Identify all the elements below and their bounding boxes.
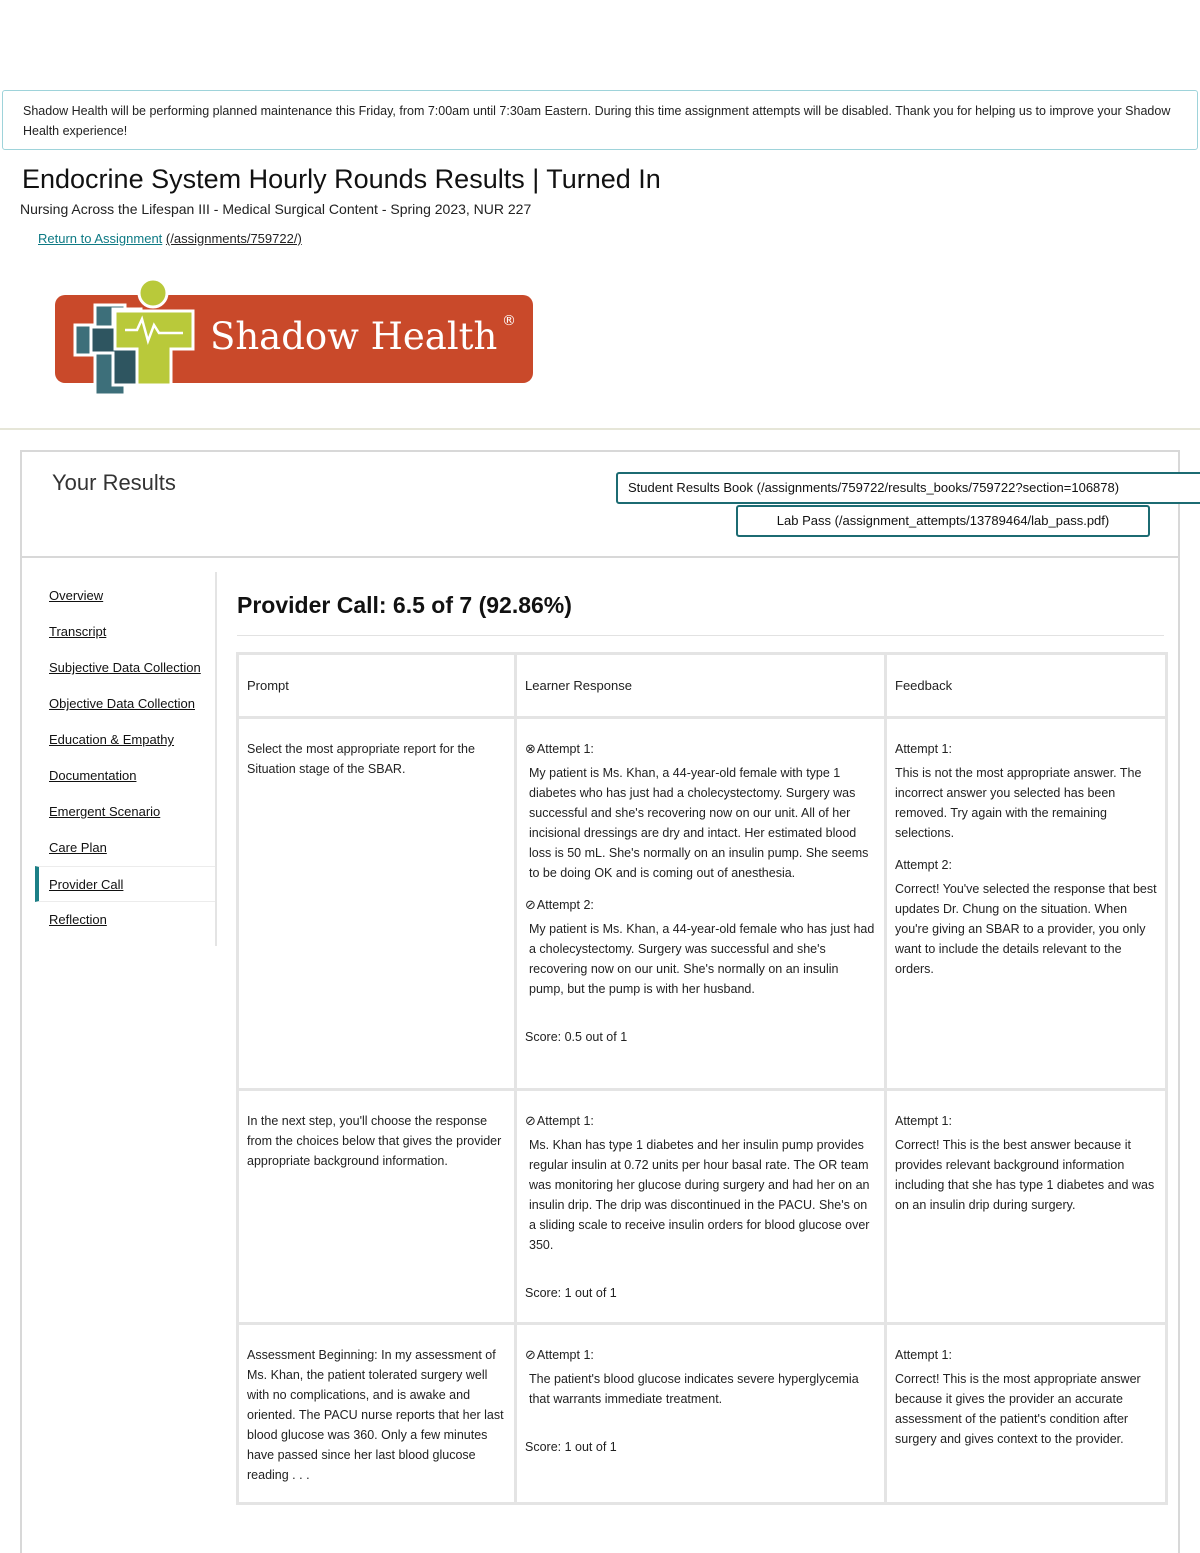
check-circle-icon: ⊘ <box>525 1347 536 1362</box>
feedback-text: This is not the most appropriate answer. The incorrect answer you selected has been removed. Try again with the remaining selections. <box>895 766 1142 840</box>
logo-registered-mark: ® <box>502 313 516 329</box>
x-circle-icon: ⊗ <box>525 741 536 756</box>
sidebar-item-objective-data-collection[interactable]: Objective Data Collection <box>49 696 195 711</box>
attempt-label: ⊗Attempt 1: <box>525 739 876 759</box>
feedback-cell <box>886 718 1167 1090</box>
sidebar-item-education-empathy[interactable]: Education & Empathy <box>49 732 175 747</box>
response-cell <box>516 718 886 1090</box>
return-to-assignment-link[interactable]: Return to Assignment <box>38 231 163 246</box>
shadow-health-logo <box>55 275 535 400</box>
sidebar-item-provider-call[interactable]: Provider Call <box>35 866 215 902</box>
table-header-row <box>238 654 1167 718</box>
sidebar-item-overview[interactable]: Overview <box>49 588 104 603</box>
response-text: The patient's blood glucose indicates severe hyperglycemia that warrants immediate treatment. <box>529 1372 859 1406</box>
lab-pass-button[interactable]: Lab Pass (/assignment_attempts/13789464/lab_pass.pdf) <box>736 505 1150 537</box>
results-title: Your Results <box>52 470 176 495</box>
score-text: Score: 1 out of 1 <box>525 1286 617 1300</box>
sidebar-item-subjective-data-collection[interactable]: Subjective Data Collection <box>49 660 201 675</box>
feedback-text: Correct! This is the best answer because it provides relevant background information including that she has type 1 diabetes and was on an insulin drip during surgery. <box>895 1138 1155 1212</box>
response-text: My patient is Ms. Khan, a 44-year-old female with type 1 diabetes who has just had a cholecystectomy. Surgery was successful and she's recovering now on our unit. All of her incisional dressings are dry and intact. Her estimated blood loss is 50 mL. She's normally on an insulin pump. She seems to be doing OK and is coming out of anesthesia. <box>529 766 869 880</box>
table-row <box>238 718 1167 1090</box>
feedback-label: Attempt 2: <box>895 858 952 872</box>
sidebar-item-documentation[interactable]: Documentation <box>49 768 137 783</box>
table-row <box>238 1324 1167 1504</box>
maintenance-banner <box>2 90 1198 150</box>
feedback-cell <box>886 1324 1167 1504</box>
sidebar-item-care-plan[interactable]: Care Plan <box>49 840 107 855</box>
header-learner-response: Learner Response <box>516 654 886 718</box>
section-title: Provider Call: 6.5 of 7 (92.86%) <box>237 592 572 618</box>
feedback-text: Correct! You've selected the response that best updates Dr. Chung on the situation. When you're giving an SBAR to a provider, you only want to include the details relevant to the orders. <box>895 882 1157 976</box>
response-cell <box>516 1090 886 1324</box>
header-feedback: Feedback <box>886 654 1167 718</box>
header-prompt: Prompt <box>238 654 516 718</box>
results-sidebar <box>35 572 217 946</box>
score-text: Score: 0.5 out of 1 <box>525 1030 628 1044</box>
course-subtitle: Nursing Across the Lifespan III - Medical Surgical Content - Spring 2023, NUR 227 <box>20 201 532 217</box>
sidebar-item-reflection[interactable]: Reflection <box>49 912 107 927</box>
feedback-label: Attempt 1: <box>895 1348 952 1362</box>
return-row <box>38 231 302 246</box>
page-title: Endocrine System Hourly Rounds Results | Turned In <box>22 164 661 194</box>
feedback-text: Correct! This is the most appropriate answer because it gives the provider an accurate assessment of the patient's condition after surgery and gives context to the provider. <box>895 1372 1141 1446</box>
feedback-cell <box>886 1090 1167 1324</box>
prompt-text: In the next step, you'll choose the response from the choices below that gives the provider appropriate background information. <box>247 1114 502 1168</box>
response-text: My patient is Ms. Khan, a 44-year-old female who has just had a cholecystectomy. Surgery was successful and she's recovering now on our unit. She's normally on an insulin pump, but the pump is with her husband. <box>529 922 875 996</box>
attempt-label: ⊘Attempt 1: <box>525 1345 876 1365</box>
table-row <box>238 1090 1167 1324</box>
results-table <box>236 652 1168 1505</box>
response-cell <box>516 1324 886 1504</box>
prompt-text: Select the most appropriate report for the Situation stage of the SBAR. <box>247 742 475 776</box>
return-url[interactable]: (/assignments/759722/) <box>165 231 302 246</box>
feedback-label: Attempt 1: <box>895 1114 952 1128</box>
section-divider <box>237 635 1164 636</box>
student-results-book-button[interactable]: Student Results Book (/assignments/759722/results_books/759722?section=106878) <box>616 472 1200 504</box>
check-circle-icon: ⊘ <box>525 1113 536 1128</box>
results-header <box>22 452 1178 558</box>
attempt-label: ⊘Attempt 1: <box>525 1111 876 1131</box>
sidebar-item-emergent-scenario[interactable]: Emergent Scenario <box>49 804 161 819</box>
header-divider <box>0 428 1200 430</box>
banner-text: Shadow Health will be performing planned maintenance this Friday, from 7:00am until 7:30am Eastern. During this time assignment attempts will be disabled. Thank you for helping us to improve your Shadow Health experience! <box>23 104 1171 138</box>
score-text: Score: 1 out of 1 <box>525 1440 617 1454</box>
check-circle-icon: ⊘ <box>525 897 536 912</box>
logo-wordmark: Shadow Health <box>210 315 498 358</box>
feedback-label: Attempt 1: <box>895 742 952 756</box>
prompt-cell <box>238 718 516 1090</box>
prompt-cell <box>238 1324 516 1504</box>
sidebar-item-transcript[interactable]: Transcript <box>49 624 107 639</box>
prompt-cell <box>238 1090 516 1324</box>
prompt-text: Assessment Beginning: In my assessment of Ms. Khan, the patient tolerated surgery well with no complications, and is awake and oriented. The PACU nurse reports that her last blood glucose was 360. Only a few minutes have passed since her last blood glucose reading . . . <box>247 1348 504 1482</box>
response-text: Ms. Khan has type 1 diabetes and her insulin pump provides regular insulin at 0.72 units per hour basal rate. The OR team was monitoring her glucose during surgery and had her on an insulin drip. The drip was discontinued in the PACU. She's on a sliding scale to receive insulin orders for blood glucose over 350. <box>529 1138 870 1252</box>
attempt-label: ⊘Attempt 2: <box>525 895 876 915</box>
